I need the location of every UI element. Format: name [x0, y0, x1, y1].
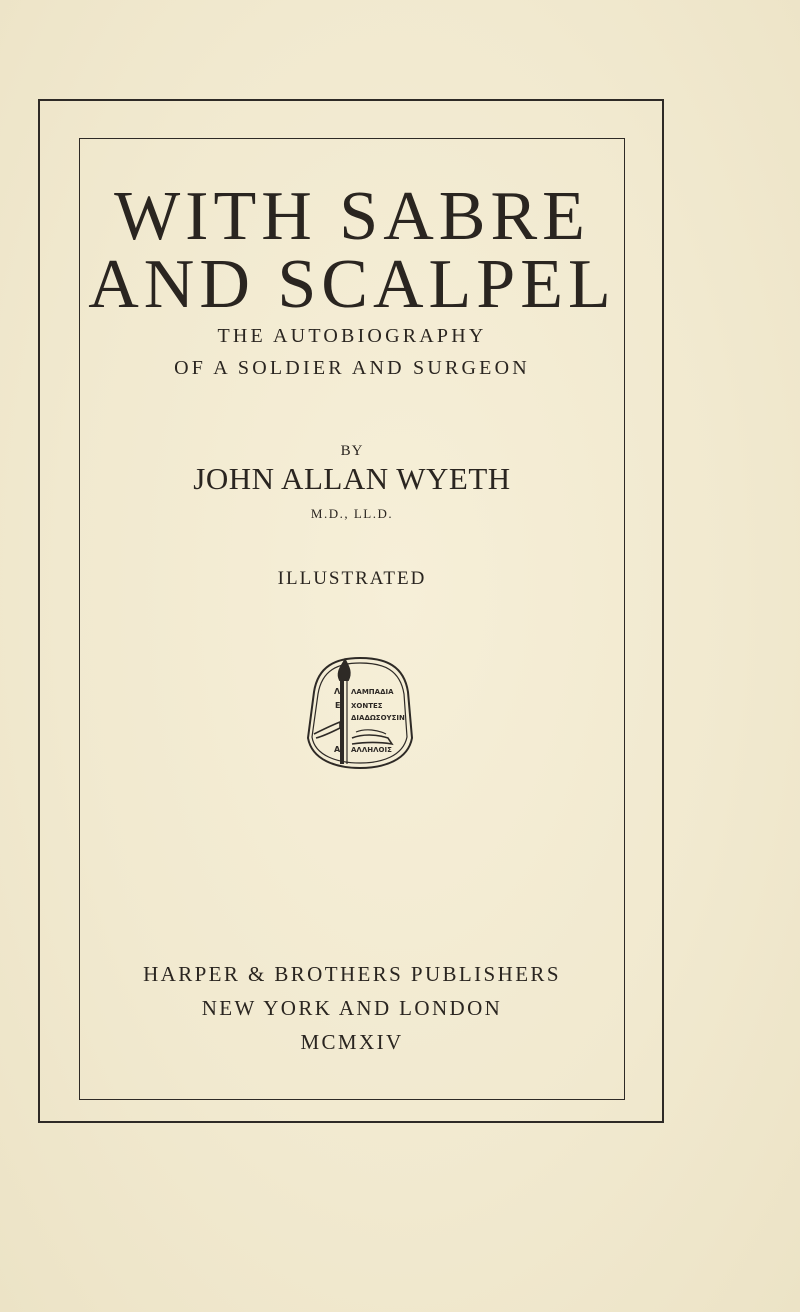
book-title-line-2: AND SCALPEL [88, 246, 616, 323]
illustrated-label: ILLUSTRATED [277, 568, 427, 589]
harper-torch-colophon-icon [296, 652, 426, 772]
svg-text:ΑΛΛΗΛΟΙΣ: ΑΛΛΗΛΟΙΣ [351, 746, 392, 754]
author-name: JOHN ALLAN WYETH [193, 461, 511, 496]
svg-text:Λ: Λ [334, 687, 341, 696]
svg-text:Α: Α [334, 745, 341, 754]
svg-text:ΧΟΝΤΕΣ: ΧΟΝΤΕΣ [351, 702, 383, 710]
publication-year: MCMXIV [300, 1030, 404, 1054]
publisher-place: NEW YORK AND LONDON [201, 996, 503, 1020]
subtitle-line-1: THE AUTOBIOGRAPHY [217, 325, 487, 347]
svg-text:ΛΑΜΠΑΔΙΑ: ΛΑΜΠΑΔΙΑ [351, 688, 394, 696]
author-degrees: M.D., LL.D. [310, 506, 394, 521]
book-title-line-1: WITH SABRE [114, 178, 590, 255]
subtitle-line-2: OF A SOLDIER AND SURGEON [174, 357, 530, 379]
svg-text:E: E [335, 701, 341, 710]
by-label: BY [340, 443, 364, 459]
svg-text:ΔΙΑΔΩΣΟΥΣΙΝ: ΔΙΑΔΩΣΟΥΣΙΝ [351, 714, 405, 722]
publisher-name: HARPER & BROTHERS PUBLISHERS [143, 962, 561, 986]
